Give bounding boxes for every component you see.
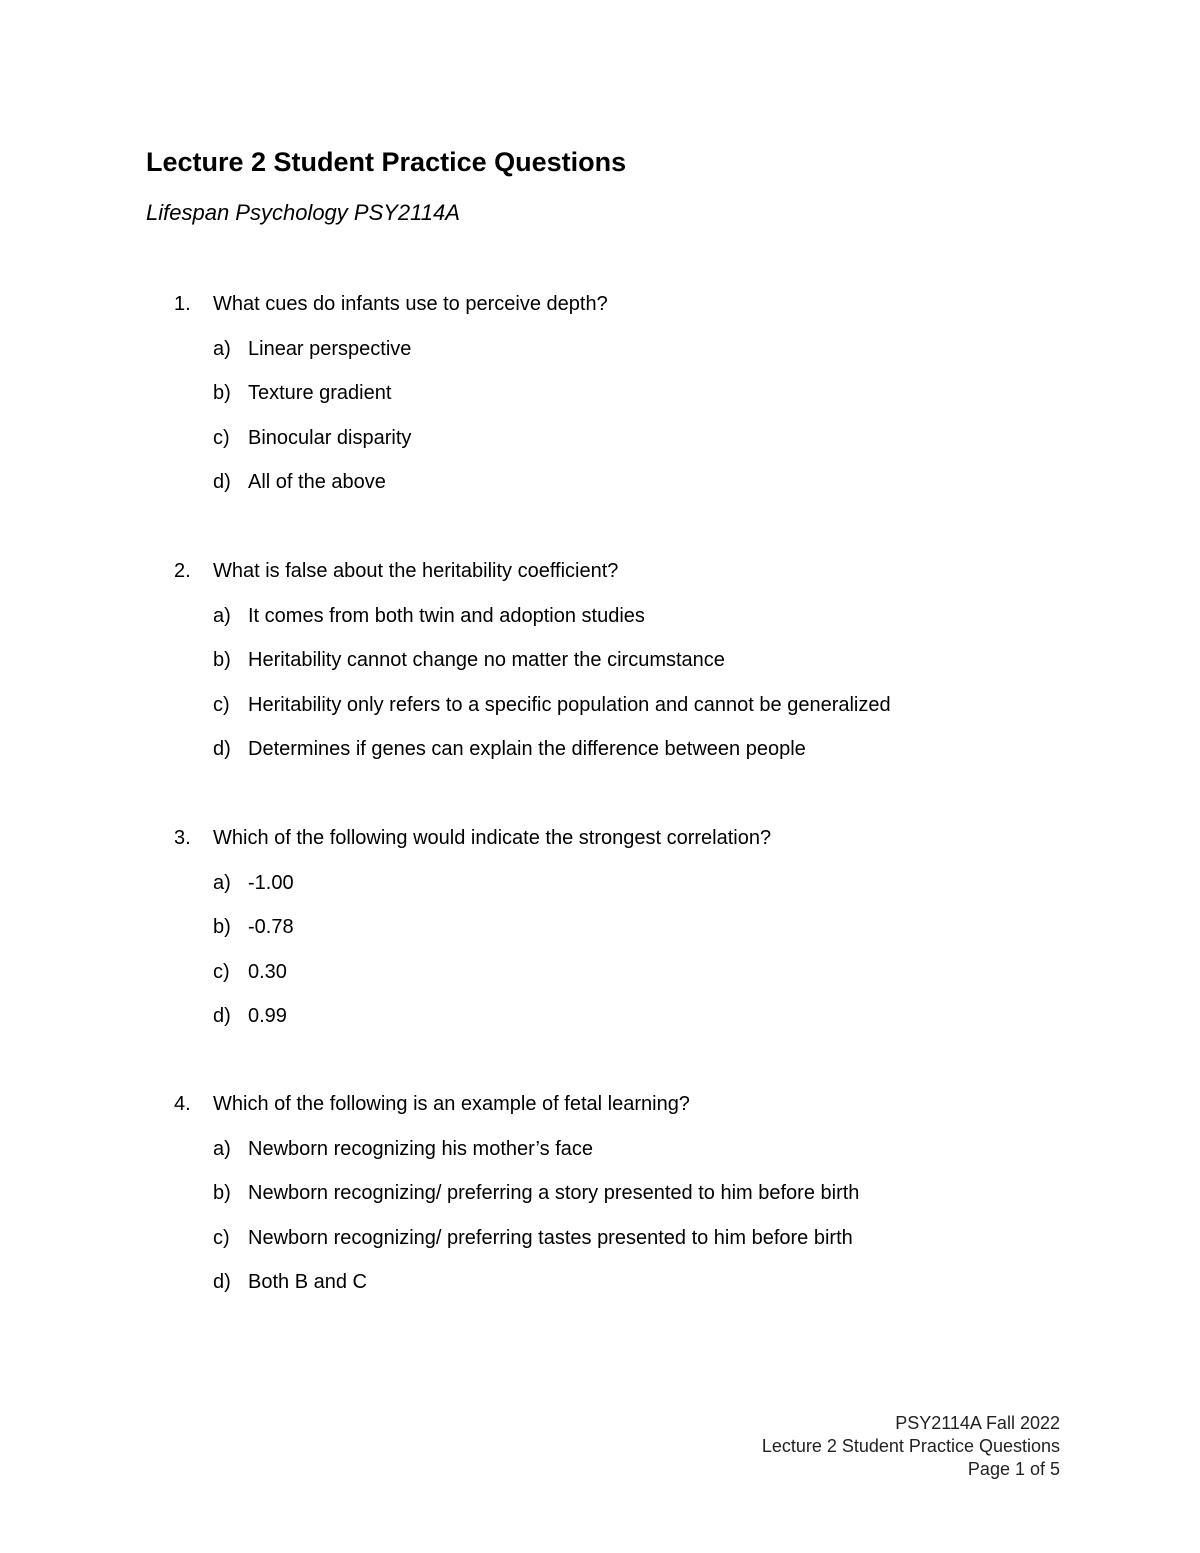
question-number: 4. bbox=[174, 1093, 191, 1115]
option-text: Newborn recognizing/ preferring tastes presented to him before birth bbox=[248, 1226, 853, 1249]
option-letter: d) bbox=[213, 738, 231, 760]
option-letter: b) bbox=[213, 382, 231, 404]
option-letter: c) bbox=[213, 960, 230, 983]
option-letter: a) bbox=[213, 604, 231, 627]
question-1 bbox=[0, 289, 1200, 512]
option-text: Heritability only refers to a specific population and cannot be generalized bbox=[248, 693, 891, 716]
footer-document-title: Lecture 2 Student Practice Questions bbox=[761, 1436, 1060, 1456]
option-letter: a) bbox=[213, 337, 231, 360]
option-letter: c) bbox=[213, 693, 230, 716]
option-text: All of the above bbox=[248, 471, 386, 493]
option-letter: b) bbox=[213, 649, 231, 671]
option-text: It comes from both twin and adoption studies bbox=[248, 604, 645, 627]
question-text: What cues do infants use to perceive depth? bbox=[213, 293, 608, 315]
question-3 bbox=[0, 823, 1200, 1046]
page-subtitle: Lifespan Psychology PSY2114A bbox=[146, 200, 460, 225]
option-text: Heritability cannot change no matter the circumstance bbox=[248, 649, 725, 671]
option-text: Determines if genes can explain the difference between people bbox=[248, 738, 806, 760]
option-letter: b) bbox=[213, 1182, 231, 1204]
option-c bbox=[0, 690, 1200, 735]
page-title: Lecture 2 Student Practice Questions bbox=[146, 147, 627, 177]
question-stem bbox=[0, 823, 1200, 868]
option-text: Texture gradient bbox=[248, 382, 392, 404]
option-text: -1.00 bbox=[248, 871, 294, 894]
footer-course: PSY2114A Fall 2022 bbox=[895, 1413, 1060, 1433]
option-a bbox=[0, 334, 1200, 379]
option-b bbox=[0, 912, 1200, 957]
option-letter: c) bbox=[213, 1226, 230, 1249]
option-letter: c) bbox=[213, 426, 230, 449]
question-stem bbox=[0, 1089, 1200, 1134]
question-2 bbox=[0, 556, 1200, 779]
question-text: Which of the following would indicate the strongest correlation? bbox=[213, 827, 772, 849]
question-text: Which of the following is an example of fetal learning? bbox=[213, 1093, 690, 1115]
option-c bbox=[0, 423, 1200, 468]
option-letter: d) bbox=[213, 471, 231, 493]
option-text: Both B and C bbox=[248, 1271, 367, 1293]
option-a bbox=[0, 601, 1200, 646]
option-b bbox=[0, 645, 1200, 690]
option-letter: d) bbox=[213, 1005, 231, 1027]
option-d bbox=[0, 467, 1200, 512]
option-text: 0.30 bbox=[248, 960, 287, 983]
option-b bbox=[0, 1178, 1200, 1223]
question-stem bbox=[0, 289, 1200, 334]
option-c bbox=[0, 1223, 1200, 1268]
question-number: 3. bbox=[174, 827, 191, 849]
option-d bbox=[0, 1267, 1200, 1312]
question-stem bbox=[0, 556, 1200, 601]
option-letter: d) bbox=[213, 1271, 231, 1293]
question-text: What is false about the heritability coefficient? bbox=[213, 560, 619, 582]
option-d bbox=[0, 1001, 1200, 1046]
option-text: -0.78 bbox=[248, 916, 294, 938]
option-letter: a) bbox=[213, 871, 231, 894]
option-text: Newborn recognizing/ preferring a story presented to him before birth bbox=[248, 1182, 860, 1204]
question-4 bbox=[0, 1089, 1200, 1312]
option-a bbox=[0, 1134, 1200, 1179]
option-text: Binocular disparity bbox=[248, 426, 412, 449]
question-number: 2. bbox=[174, 560, 191, 582]
footer-page-number: Page 1 of 5 bbox=[967, 1459, 1060, 1479]
option-text: Linear perspective bbox=[248, 337, 412, 360]
option-a bbox=[0, 868, 1200, 913]
question-number: 1. bbox=[174, 293, 191, 315]
option-b bbox=[0, 378, 1200, 423]
option-c bbox=[0, 957, 1200, 1002]
option-text: Newborn recognizing his mother’s face bbox=[248, 1137, 593, 1160]
option-letter: a) bbox=[213, 1137, 231, 1160]
page-footer bbox=[762, 1412, 1060, 1481]
option-letter: b) bbox=[213, 916, 231, 938]
option-d bbox=[0, 734, 1200, 779]
option-text: 0.99 bbox=[248, 1005, 287, 1027]
